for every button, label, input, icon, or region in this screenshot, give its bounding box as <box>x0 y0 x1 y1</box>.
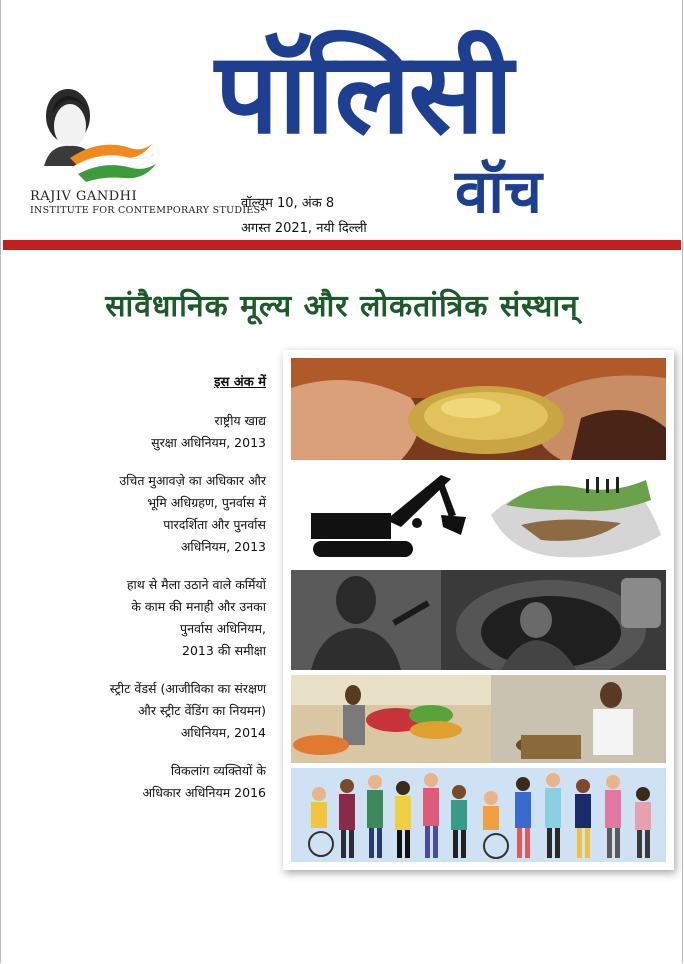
toc-line: 2013 की समीक्षा <box>182 643 266 658</box>
toc-line: उचित मुआवज़े का अधिकार और <box>119 473 266 488</box>
toc-line: पारदर्शिता और पुनर्वास <box>163 517 266 532</box>
issue-date: अगस्त 2021, नयी दिल्ली <box>241 221 367 236</box>
toc-line: अधिकार अधिनियम 2016 <box>142 785 266 800</box>
toc-line: विकलांग व्यक्तियों के <box>170 763 266 778</box>
table-of-contents <box>60 372 266 820</box>
toc-line: अधिनियम, 2013 <box>180 539 266 554</box>
street-vendors-photo <box>291 675 666 763</box>
toc-line: के काम की मनाही और उनका <box>131 599 266 614</box>
institute-subname: INSTITUTE FOR CONTEMPORARY STUDIES <box>30 205 261 216</box>
disability-rights-illustration <box>291 768 666 862</box>
cover-collage <box>283 350 674 870</box>
toc-line: स्ट्रीट वेंडर्स (आजीविका का संरक्षण <box>109 681 266 696</box>
toc-line: और स्ट्रीट वेंडिंग का नियमन) <box>138 703 266 718</box>
excavator-and-hands-illustration <box>291 465 666 565</box>
grain-in-hands-photo <box>291 358 666 460</box>
header-divider <box>3 240 681 250</box>
toc-line: हाथ से मैला उठाने वाले कर्मियों <box>126 577 266 592</box>
institute-name: RAJIV GANDHI <box>30 189 138 204</box>
toc-item[interactable] <box>60 678 266 744</box>
institute-logo <box>30 86 160 186</box>
toc-item[interactable] <box>60 760 266 804</box>
masthead-subtitle: वॉच <box>455 157 542 227</box>
toc-line: भूमि अधिग्रहण, पुनर्वास में <box>147 495 266 510</box>
masthead-title: पॉलिसी <box>215 29 512 159</box>
toc-line: पुनर्वास अधिनियम, <box>180 621 266 636</box>
toc-item[interactable] <box>60 574 266 662</box>
cover-headline: सांवैधानिक मूल्य और लोकतांत्रिक संस्थान् <box>105 289 579 324</box>
toc-line: अधिनियम, 2014 <box>180 725 266 740</box>
toc-item[interactable] <box>60 410 266 454</box>
toc-item[interactable] <box>60 470 266 558</box>
volume-info: वॉल्यूम 10, अंक 8 <box>241 196 335 211</box>
manual-scavenging-photo <box>291 570 666 670</box>
toc-line: सुरक्षा अधिनियम, 2013 <box>151 435 266 450</box>
toc-line: राष्ट्रीय खाद्य <box>214 413 266 428</box>
contents-heading: इस अंक में <box>214 375 266 390</box>
